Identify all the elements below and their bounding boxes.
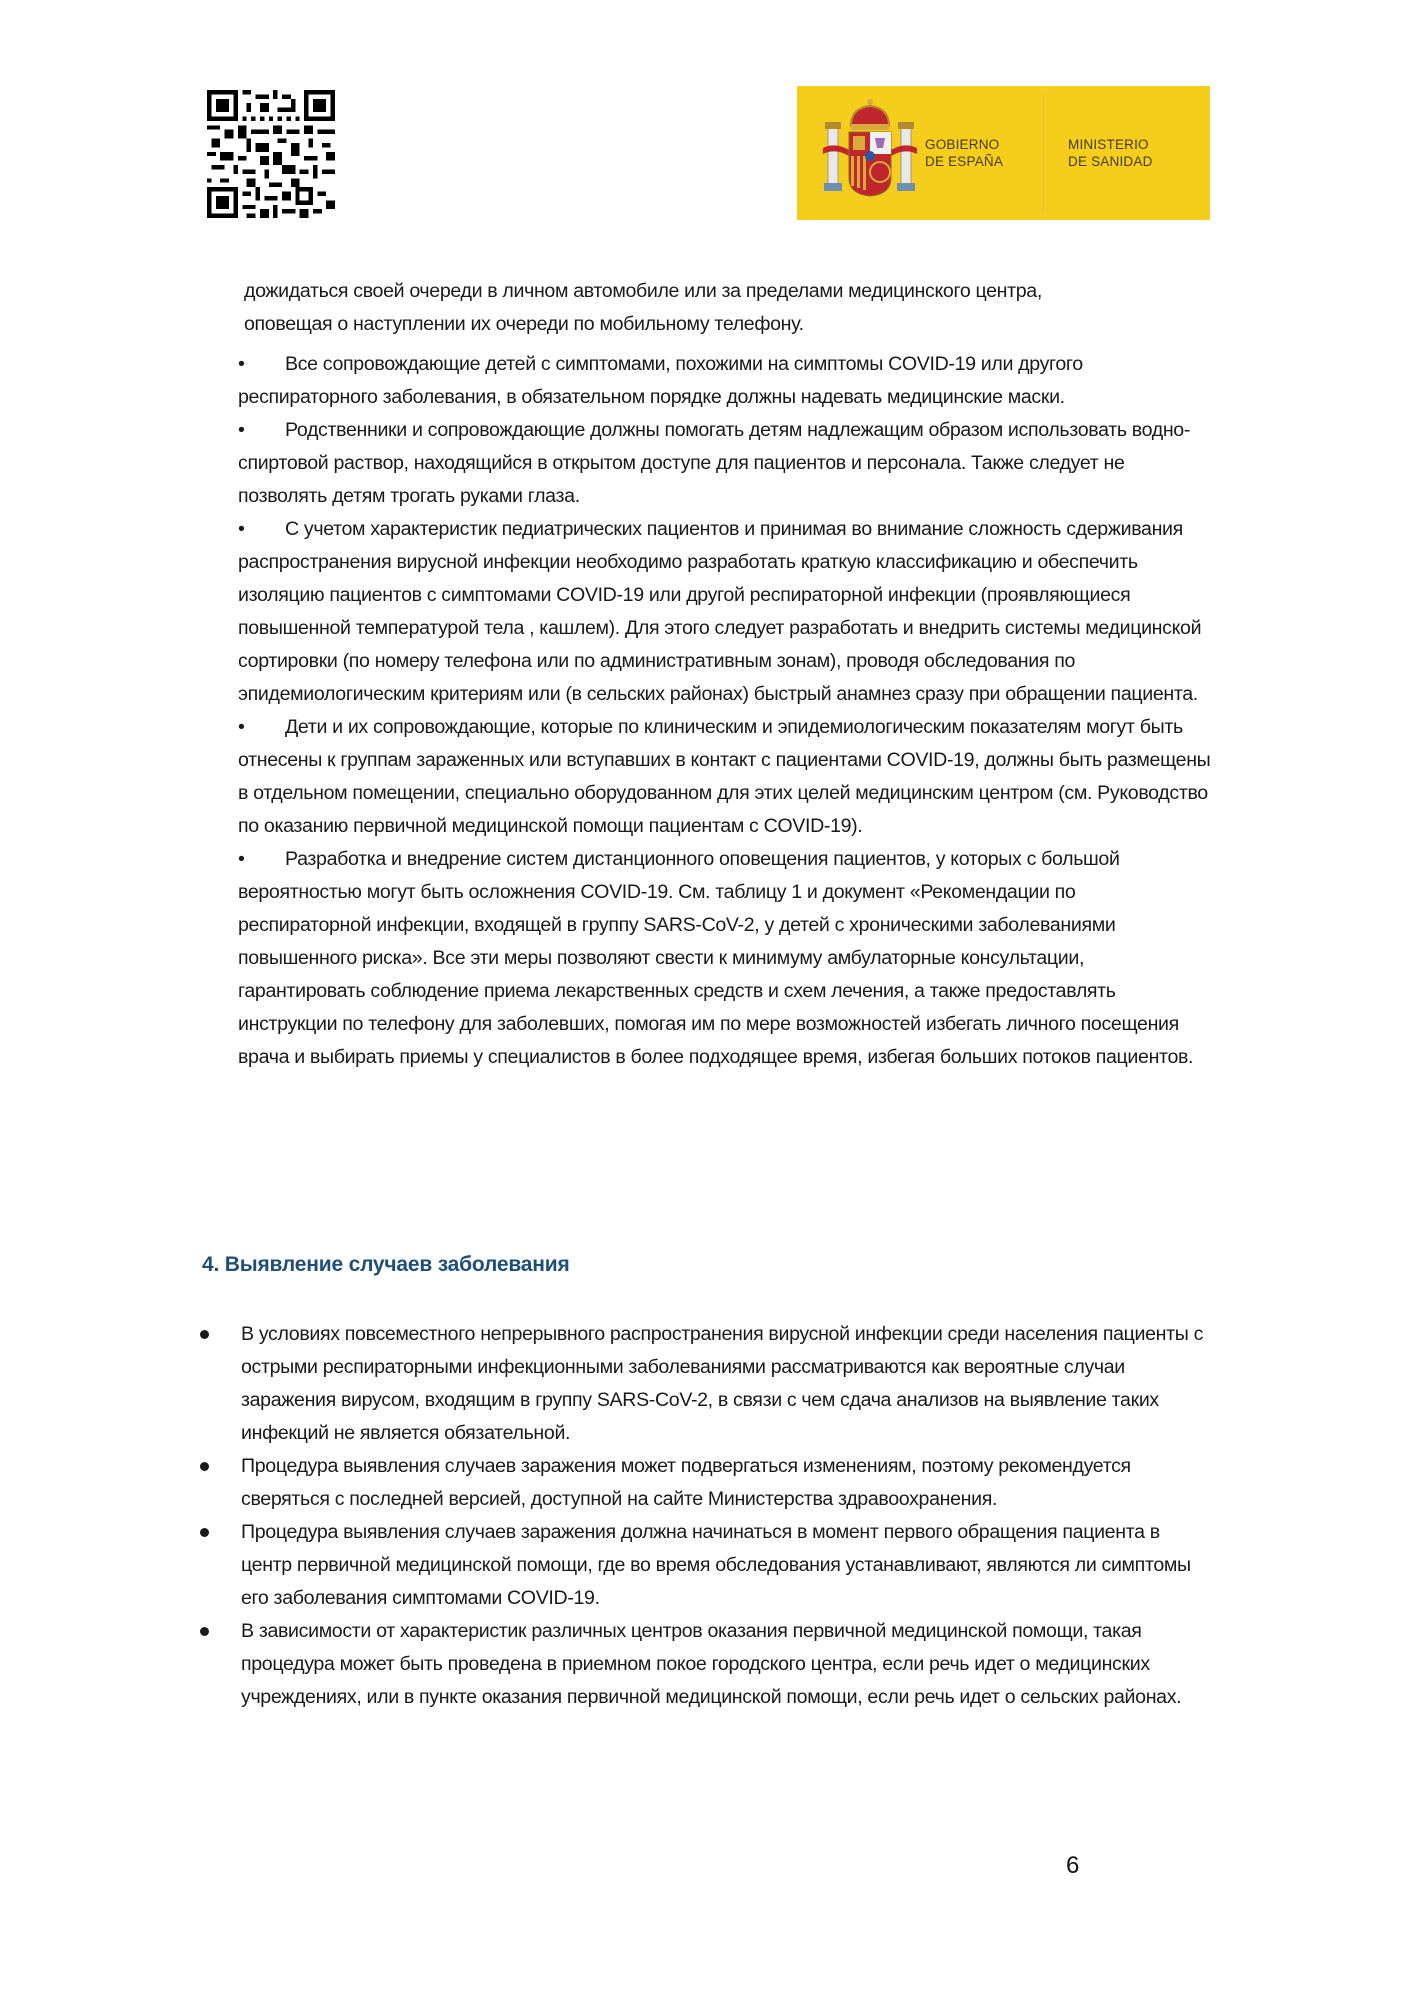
logo-line-gobierno: GOBIERNO (925, 137, 1000, 152)
bullet-paragraph (238, 414, 1213, 513)
list-item (200, 1516, 1210, 1615)
bullet-marker: • (238, 848, 245, 870)
bullet-text: Разработка и внедрение систем дистанционного оповещения пациентов, у которых с большой вероятностью могут быть осложнения COVID-19. См. таблицу 1 и документ «Рекомендации по респираторной инфекции, входящей в группу SARS-CoV-2, у детей с хроническими заболеваниями повышенного риска». Все эти меры позволяют свести к минимуму амбулаторные консультации, гарантировать соблюдение приема лекарственных средств и схем лечения, а также предоставлять инструкции по телефону для заболевших, помогая им по мере возможностей избегать личного посещения врача и выбирать приемы у специалистов в более подходящее время, избегая больших потоков пациентов. (238, 848, 1194, 1068)
bullet-dot-icon (200, 1627, 209, 1636)
bullet-paragraph (238, 711, 1213, 843)
logo-line-ministerio: MINISTERIO (1068, 137, 1149, 152)
list-item-text: Процедура выявления случаев заражения может подвергаться изменениям, поэтому рекомендуется сверяться с последней версией, доступной на сайте Министерства здравоохранения. (241, 1455, 1131, 1510)
list-item (200, 1615, 1210, 1714)
bullet-text: Родственники и сопровождающие должны помогать детям надлежащим образом использовать водно-спиртовой раствор, находящийся в открытом доступе для пациентов и персонала. Также следует не позволять детям трогать руками глаза. (238, 419, 1191, 507)
bullet-dot-icon (200, 1330, 209, 1339)
section-heading: 4. Выявление случаев заболевания (202, 1253, 570, 1276)
intro-line-1: дожидаться своей очереди в личном автомобиле или за пределами медицинского центра, (244, 280, 1042, 302)
list-item-text: Процедура выявления случаев заражения должна начинаться в момент первого обращения пациента в центр первичной медицинской помощи, где во время обследования устанавливают, являются ли симптомы его заболевания симптомами COVID-19. (241, 1521, 1191, 1609)
section4-bullet-list (200, 1318, 1210, 1714)
ministry-name (1044, 86, 1153, 220)
list-item-text: В зависимости от характеристик различных центров оказания первичной медицинской помощи, такая процедура может быть проведена в приемном покое городского центра, если речь идет о медицинских учреждениях, или в пункте оказания первичной медицинской помощи, если речь идет о сельских районах. (241, 1620, 1182, 1708)
intro-line-2: оповещая о наступлении их очереди по мобильному телефону. (244, 313, 804, 335)
intro-paragraph (240, 275, 1215, 341)
logo-line-sanidad: DE SANIDAD (1068, 154, 1153, 169)
qr-code-icon (207, 90, 335, 218)
coat-of-arms-icon (815, 86, 925, 220)
logo-line-espana: DE ESPAÑA (925, 154, 1004, 169)
bullet-marker: • (238, 419, 245, 441)
list-item (200, 1318, 1210, 1450)
bullet-dot-icon (200, 1528, 209, 1537)
bullet-text: Дети и их сопровождающие, которые по клиническим и эпидемиологическим показателям могут быть отнесены к группам зараженных или вступавших в контакт с пациентами COVID-19, должны быть размещены в отдельном помещении, специально оборудованном для этих целей медицинским центром (см. Руководство по оказанию первичной медицинской помощи пациентам с COVID-19). (238, 716, 1211, 837)
list-item-text: В условиях повсеместного непрерывного распространения вирусной инфекции среди населения пациенты с острыми респираторными инфекционными заболеваниями рассматриваются как вероятные случаи заражения вирусом, входящим в группу SARS-CoV-2, в связи с чем сдача анализов на выявление таких инфекций не является обязательной. (241, 1323, 1204, 1444)
list-item (200, 1450, 1210, 1516)
page-number: 6 (1066, 1852, 1080, 1879)
bullet-marker: • (238, 716, 245, 738)
bullet-text: С учетом характеристик педиатрических пациентов и принимая во внимание сложность сдерживания распространения вирусной инфекции необходимо разработать краткую классификацию и обеспечить изоляцию пациентов с симптомами COVID-19 или другой респираторной инфекции (проявляющиеся повышенной температурой тела , кашлем). Для этого следует разработать и внедрить системы медицинской сортировки (по номеру телефона или по административным зонам), проводя обследования по эпидемиологическим критериям или (в сельских районах) быстрый анамнез сразу при обращении пациента. (238, 518, 1202, 705)
bullet-paragraph (238, 843, 1213, 1074)
section3-bullets (238, 348, 1213, 1074)
bullet-dot-icon (200, 1462, 209, 1471)
government-logo (797, 86, 1210, 220)
section3-continued (240, 275, 1215, 341)
bullet-paragraph (238, 348, 1213, 414)
bullet-paragraph (238, 513, 1213, 711)
government-name (925, 86, 1043, 220)
bullet-marker: • (238, 518, 245, 540)
bullet-text: Все сопровождающие детей с симптомами, похожими на симптомы COVID-19 или другого респираторного заболевания, в обязательном порядке должны надевать медицинские маски. (238, 353, 1083, 408)
bullet-marker: • (238, 353, 245, 375)
